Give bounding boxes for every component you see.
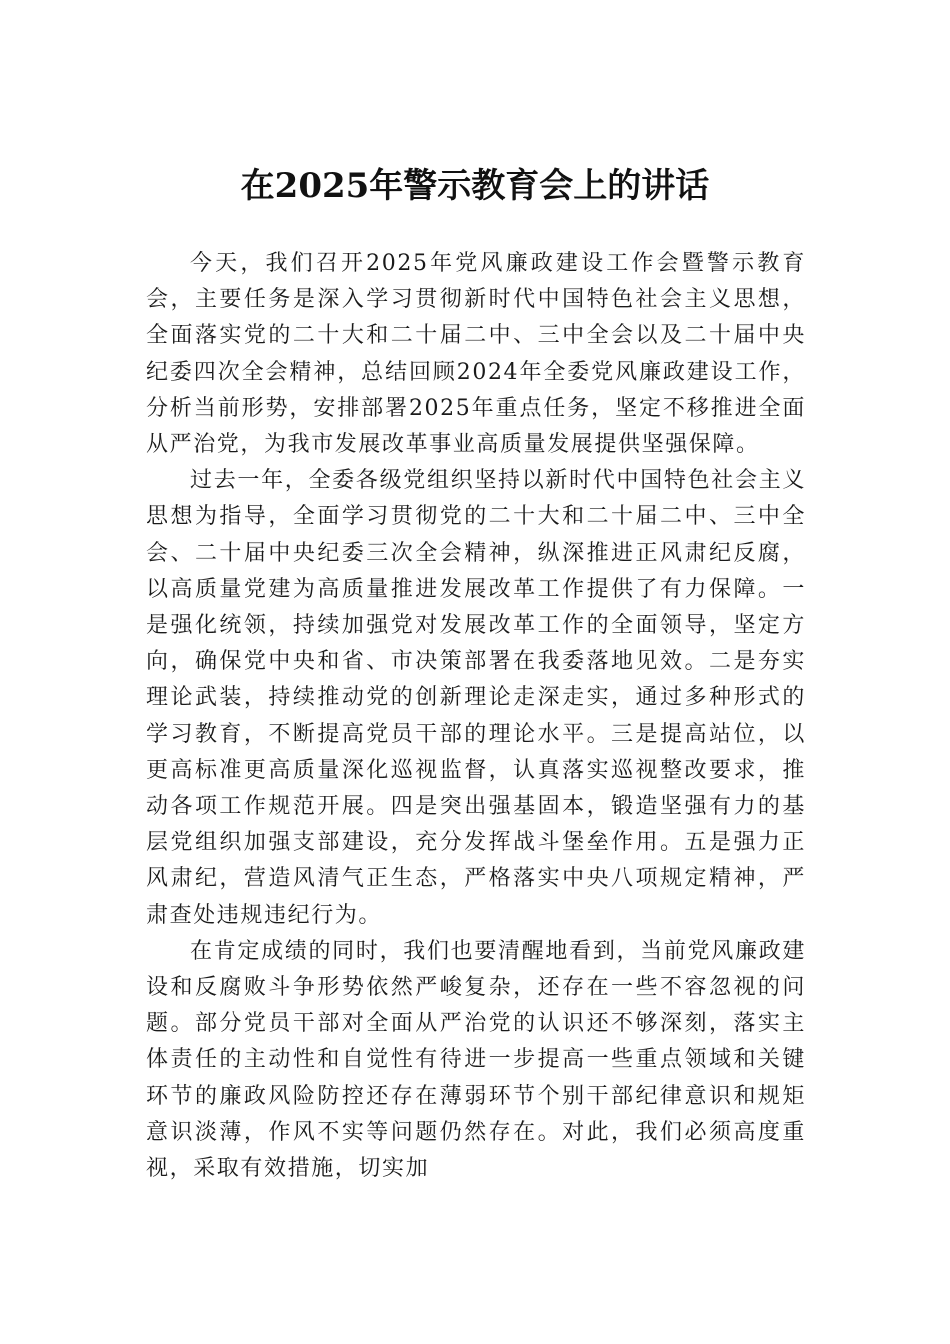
document-body [146,246,806,1187]
paragraph-review: 过去一年，全委各级党组织坚持以新时代中国特色社会主义思想为指导，全面学习贯彻党的二十大和二十届二中、三中全会、二十届中央纪委三次全会精神，纵深推进正风肃纪反腐，以高质量党建为高质量推进发展改革工作提供了有力保障。一是强化统领，持续加强党对发展改革工作的全面领导，坚定方向，确保党中央和省、市决策部署在我委落地见效。二是夯实理论武装，持续推动党的创新理论走深走实，通过多种形式的学习教育，不断提高党员干部的理论水平。三是提高站位，以更高标准更高质量深化巡视监督，认真落实巡视整改要求，推动各项工作规范开展。四是突出强基固本，锻造坚强有力的基层党组织加强支部建设，充分发挥战斗堡垒作用。五是强力正风肃纪，营造风清气正生态，严格落实中央八项规定精神，严肃查处违规违纪行为。 [146,468,806,928]
paragraph-opening: 今天，我们召开2025年党风廉政建设工作会暨警示教育会，主要任务是深入学习贯彻新时代中国特色社会主义思想，全面落实党的二十大和二十届二中、三中全会以及二十届中央纪委四次全会精神，总结回顾2024年全委党风廉政建设工作，分析当前形势，安排部署2025年重点任务，坚定不移推进全面从严治党，为我市发展改革事业高质量发展提供坚强保障。 [146,251,806,458]
paragraph-problems: 在肯定成绩的同时，我们也要清醒地看到，当前党风廉政建设和反腐败斗争形势依然严峻复杂，还存在一些不容忽视的问题。部分党员干部对全面从严治党的认识还不够深刻，落实主体责任的主动性和自觉性有待进一步提高一些重点领域和关键环节的廉政风险防控还存在薄弱环节个别干部纪律意识和规矩意识淡薄，作风不实等问题仍然存在。对此，我们必须高度重视，采取有效措施，切实加 [146,938,806,1182]
document-title: 在2025年警示教育会上的讲话 [240,166,710,206]
